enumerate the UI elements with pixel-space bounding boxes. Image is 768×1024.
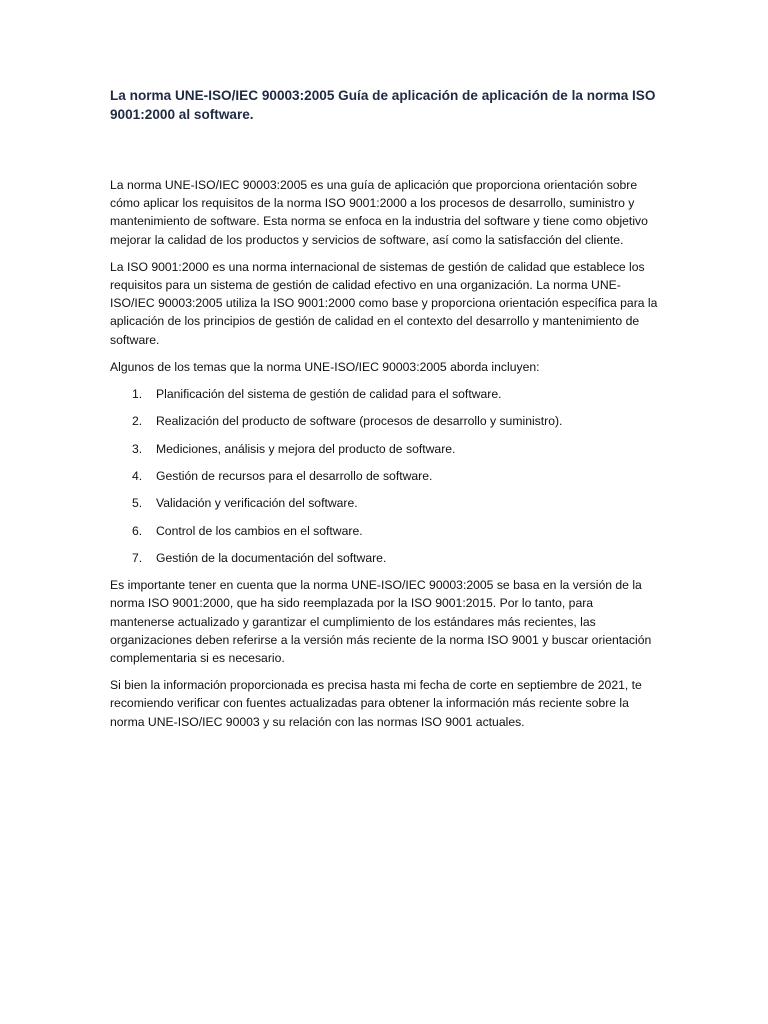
list-item bbox=[110, 467, 660, 485]
list-item bbox=[110, 549, 660, 567]
list-item-number: 2. bbox=[132, 414, 143, 429]
list-item-text: Control de los cambios en el software. bbox=[156, 523, 363, 538]
iso-9001-paragraph: La ISO 9001:2000 es una norma internacional de sistemas de gestión de calidad que establece los requisitos para un sistema de gestión de calidad efectivo en una organización. La norma UNE-ISO/IEC 90003:2005 utiliza la ISO 9001:2000 como base y proporciona orientación específica para la aplicación de los principios de gestión de calidad en el contexto del desarrollo y mantenimiento de software. bbox=[110, 259, 658, 347]
list-item-number: 3. bbox=[132, 441, 143, 456]
document-title: La norma UNE-ISO/IEC 90003:2005 Guía de aplicación de aplicación de la norma ISO 9001:2000 al software. bbox=[110, 88, 656, 122]
topics-list bbox=[110, 385, 660, 567]
list-item bbox=[110, 440, 660, 458]
list-item-number: 5. bbox=[132, 496, 143, 511]
list-item-number: 6. bbox=[132, 523, 143, 538]
list-item-text: Gestión de la documentación del software. bbox=[156, 550, 387, 565]
list-item-text: Planificación del sistema de gestión de calidad para el software. bbox=[156, 387, 502, 402]
list-item bbox=[110, 494, 660, 512]
intro-paragraph: La norma UNE-ISO/IEC 90003:2005 es una guía de aplicación que proporciona orientación sobre cómo aplicar los requisitos de la norma ISO 9001:2000 a los procesos de desarrollo, suministro y mantenimiento de software. Esta norma se enfoca en la industria del software y tiene como objetivo mejorar la calidad de los productos y servicios de software, así como la satisfacción del cliente. bbox=[110, 178, 648, 247]
list-item-number: 7. bbox=[132, 550, 143, 565]
update-note-paragraph: Es importante tener en cuenta que la norma UNE-ISO/IEC 90003:2005 se basa en la versión de la norma ISO 9001:2000, que ha sido reemplazada por la ISO 9001:2015. Por lo tanto, para mantenerse actualizado y garantizar el cumplimiento de los estándares más recientes, las organizaciones deben referirse a la versión más reciente de la norma ISO 9001 y buscar orientación complementaria si es necesario. bbox=[110, 578, 652, 665]
list-item-number: 4. bbox=[132, 468, 143, 483]
list-item bbox=[110, 385, 660, 403]
list-item-text: Realización del producto de software (procesos de desarrollo y suministro). bbox=[156, 414, 563, 429]
list-item bbox=[110, 412, 660, 430]
disclaimer-paragraph: Si bien la información proporcionada es precisa hasta mi fecha de corte en septiembre de 2021, te recomiendo verificar con fuentes actualizadas para obtener la información más reciente sobre la norma UNE-ISO/IEC 90003 y su relación con las normas ISO 9001 actuales. bbox=[110, 678, 642, 729]
list-item-text: Mediciones, análisis y mejora del producto de software. bbox=[156, 441, 456, 456]
list-item-text: Gestión de recursos para el desarrollo de software. bbox=[156, 468, 433, 483]
list-item-number: 1. bbox=[132, 387, 143, 402]
topics-intro-paragraph: Algunos de los temas que la norma UNE-ISO/IEC 90003:2005 aborda incluyen: bbox=[110, 359, 540, 374]
list-item bbox=[110, 522, 660, 540]
document-page bbox=[110, 86, 660, 740]
list-item-text: Validación y verificación del software. bbox=[156, 496, 358, 511]
